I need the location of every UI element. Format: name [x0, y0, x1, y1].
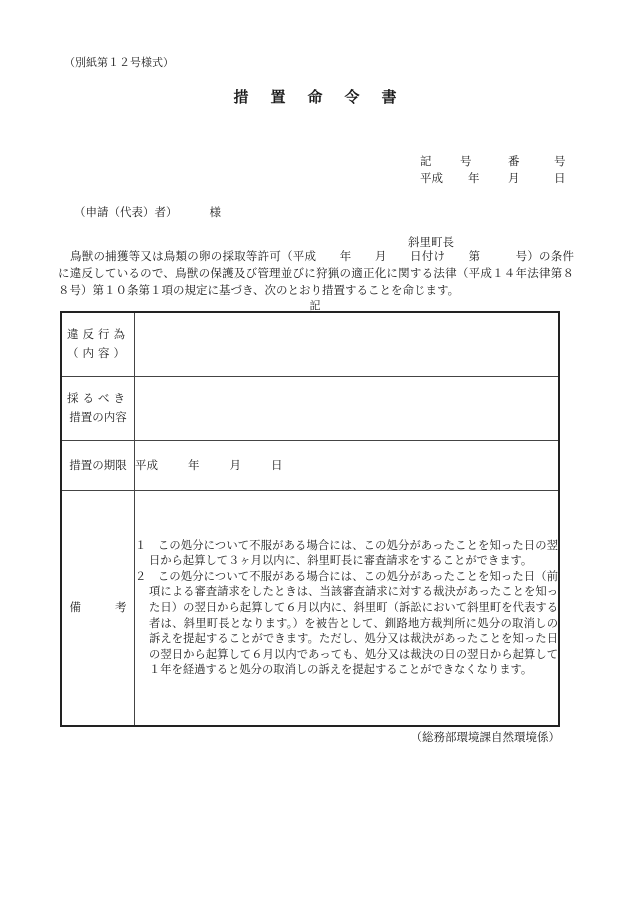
addressee-honorific: 様 — [209, 205, 221, 219]
remarks-note-1: １ この処分について不服がある場合には、この処分があったことを知った日の翌日から起算して３ヶ月以内に、斜里町長に審査請求をすることができます。 — [135, 538, 558, 568]
date-era: 平成 — [420, 171, 443, 185]
deadline-day: 日 — [271, 458, 283, 472]
violation-label-line2: （内容） — [67, 346, 129, 361]
document-number-line — [420, 153, 566, 169]
number-ki: 記 — [420, 154, 432, 168]
violation-value — [135, 312, 560, 376]
form-number: （別紙第１２号様式） — [64, 56, 174, 69]
date-year: 年 — [468, 171, 480, 185]
deadline-era: 平成 — [135, 458, 158, 472]
measures-label-line2: 措置の内容 — [69, 410, 127, 424]
date-day: 日 — [554, 171, 566, 185]
deadline-month: 月 — [229, 458, 241, 472]
date-month: 月 — [508, 171, 520, 185]
order-table — [60, 311, 560, 727]
department-contact: （総務部環境課自然環境係） — [410, 730, 560, 744]
remarks-row — [61, 490, 559, 726]
violation-label — [61, 312, 135, 376]
ki-heading: 記 — [309, 299, 321, 312]
remarks-label-char2: 考 — [115, 600, 127, 615]
violation-row — [61, 312, 559, 376]
document-title: 措置命令書 — [233, 88, 419, 106]
measures-row — [61, 376, 559, 440]
remarks-note-2: ２ この処分について不服がある場合には、この処分があったことを知った日（前項による審査請求をしたときは、当該審査請求に対する裁決があったことを知った日）の翌日から起算して６月以内に、斜里町（訴訟において斜里町を代表する者は、斜里町長となります。）を被告として、釧路地方裁判所に処分の取消しの訴えを提起することができます。ただし、処分又は裁決があったことを知った日の翌日から起算して６月以内であっても、処分又は裁決の日の翌日から起算して１年を経過すると処分の取消しの訴えを提起することができなくなります。 — [135, 569, 558, 677]
number-go-2: 号 — [554, 154, 566, 168]
violation-label-line1: 違反行為 — [67, 327, 129, 342]
deadline-value — [135, 440, 560, 490]
issuer: 斜里町長 — [408, 235, 454, 249]
remarks-label-char1: 備 — [69, 600, 81, 615]
measures-value — [135, 376, 560, 440]
number-go-1: 号 — [460, 154, 472, 168]
deadline-year: 年 — [188, 458, 200, 472]
measures-label-line1: 採るべき — [67, 391, 129, 405]
addressee — [74, 204, 221, 220]
deadline-label: 措置の期限 — [61, 440, 135, 490]
measures-label — [61, 376, 135, 440]
issue-date-line — [420, 170, 566, 186]
addressee-label: （申請（代表）者） — [74, 205, 178, 219]
remarks-label — [61, 490, 135, 726]
order-body-text: 鳥獣の捕獲等又は鳥類の卵の採取等許可（平成 年 月 日付け 第 号）の条件に違反しているので、鳥獣の保護及び管理並びに狩猟の適正化に関する法律（平成１４年法律第８８号）第１０条第１項の規定に基づき、次のとおり措置することを命じます。 — [58, 249, 574, 297]
deadline-row — [61, 440, 559, 490]
remarks-content — [135, 490, 560, 726]
number-ban: 番 — [508, 154, 520, 168]
